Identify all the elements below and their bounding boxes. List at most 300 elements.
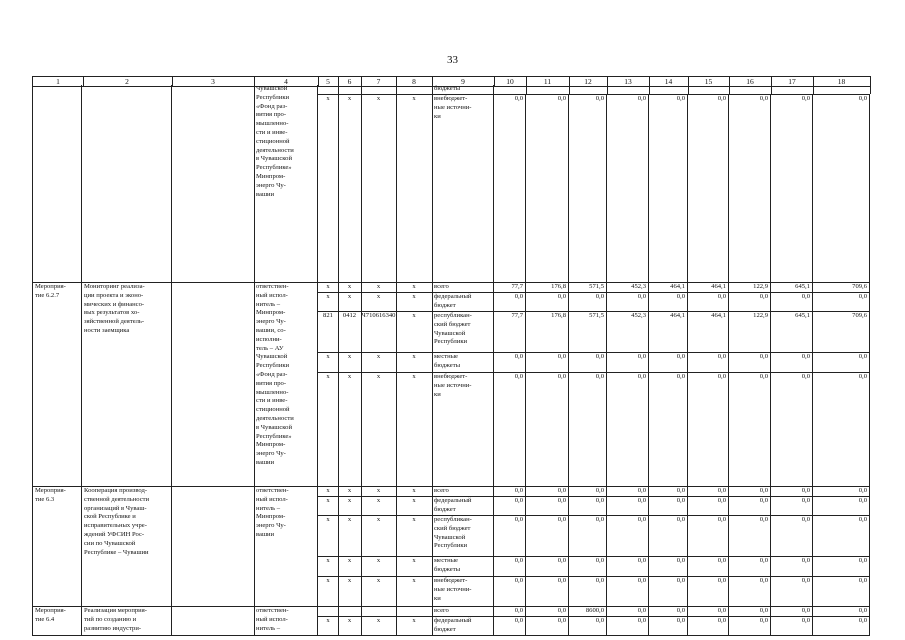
executor-line: вития про- [256,111,287,119]
funding-source-line: ки [434,390,441,398]
value-col-15: 0,0 [688,372,729,486]
event-name [82,606,172,635]
funding-source-line: ки [434,112,441,120]
value-col-17: 0,0 [771,556,813,576]
funding-source-line: местные [434,557,458,564]
value-col-12: 0,0 [569,486,607,496]
executor-line: сти и инве- [256,128,288,136]
value-col-17: 645,1 [771,311,813,352]
cell-col-8: х [396,292,433,312]
value-col-12: 0,0 [569,496,607,515]
header-col-13: 13 [607,76,650,87]
value-col-14: 0,0 [649,486,688,496]
event-code [32,85,82,282]
executor-line: ный испол- [256,495,288,503]
cell-col-8: х [396,94,433,283]
funding-source [432,616,494,635]
value-col-15: 0,0 [688,486,729,496]
value-col-14: 464,1 [649,282,688,292]
funding-source-line: республикан- [434,516,472,523]
value-col-10: 0,0 [494,606,526,616]
executor-line: в Чувашской [256,155,292,163]
value-col-16: 0,0 [729,606,771,616]
funding-source [432,292,494,311]
value-col-13: 0,0 [607,352,649,372]
value-col-17: 0,0 [771,292,813,311]
value-col-18: 0,0 [813,616,870,635]
event-code [32,486,82,606]
value-col-17: 645,1 [771,282,813,292]
executor-line: Минпром- [256,441,286,449]
value-col-12: 0,0 [569,372,607,486]
funding-source-line: Чувашской [434,329,466,337]
cell-col-5: х [318,282,339,293]
event-col-3 [172,606,255,636]
header-col-6: 6 [338,76,362,87]
cell-col-8: х [396,496,433,516]
event-name-line: ности заемщика [84,326,130,334]
funding-source-line: федеральный [434,617,472,624]
value-col-15: 0,0 [688,515,729,556]
value-col-10: 77,7 [494,282,526,292]
value-col-11: 0,0 [526,496,569,515]
cell-col-5: х [318,576,339,607]
header-col-8: 8 [396,76,433,87]
event-code-line: тие 6.3 [35,495,55,503]
cell-col-7: х [361,515,397,557]
value-col-12 [569,85,608,94]
value-col-16: 0,0 [729,352,771,372]
cell-col-5 [318,85,339,94]
executor-line: сти и инве- [256,397,288,405]
funding-source [432,496,494,515]
value-col-16: 0,0 [729,292,771,311]
cell-col-5: х [318,292,339,312]
executor-line: вашии, со- [256,326,286,334]
value-col-13: 0,0 [607,486,649,496]
cell-col-5: х [318,486,339,497]
value-col-15: 0,0 [688,576,729,606]
value-col-15: 464,1 [688,282,729,292]
executor-line: Республики [256,93,290,101]
value-col-10: 77,7 [494,311,526,352]
funding-source-line: бюджеты [434,565,461,573]
funding-source-line: бюджет [434,505,456,513]
executor-line: тель – АУ [256,344,284,352]
executor-line: Республике» [256,432,292,440]
value-col-17: 0,0 [771,515,813,556]
value-col-13: 0,0 [607,606,649,616]
value-col-16 [729,85,772,94]
cell-col-7: х [361,576,397,607]
cell-col-7 [361,85,397,94]
executor [254,606,318,635]
cell-col-5: х [318,616,339,636]
value-col-18: 709,6 [813,282,870,292]
table-bottom-border [32,635,870,637]
value-col-16: 0,0 [729,576,771,606]
value-col-14: 0,0 [649,292,688,311]
event-code-line: Мероприя- [35,283,66,290]
executor-line: деятельности [256,414,294,422]
value-col-14: 0,0 [649,515,688,556]
funding-source: бюджеты [432,85,494,94]
executor-line: энерго Чу- [256,522,286,530]
value-col-17: 0,0 [771,576,813,606]
cell-col-5: 821 [318,311,339,353]
event-col-3 [172,282,255,487]
executor-line: энерго Чу- [256,450,286,458]
value-col-12: 0,0 [569,616,607,635]
cell-col-6: х [338,496,362,516]
funding-source-line: внебюджет- [434,95,468,102]
value-col-14: 0,0 [649,576,688,606]
cell-col-7: х [361,486,397,497]
event-name [82,85,172,282]
value-col-10: 0,0 [494,616,526,635]
budget-table [32,76,870,633]
value-col-12: 8600,0 [569,606,607,616]
header-col-3: 3 [172,76,255,87]
header-col-4: 4 [254,76,319,87]
executor-line: нитель – [256,624,281,632]
cell-col-5: х [318,372,339,487]
funding-source-line: бюджеты [434,361,461,369]
event-name [82,486,172,606]
value-col-13 [607,85,650,94]
value-col-15 [688,85,730,94]
funding-source-line: всего [434,487,449,494]
executor-line: вашии [256,190,275,198]
value-col-13: 0,0 [607,292,649,311]
executor-line: Минпром- [256,172,286,180]
cell-col-6: х [338,576,362,607]
value-col-13: 0,0 [607,556,649,576]
page-number: 33 [447,54,458,66]
executor-line: Минпром- [256,309,286,317]
value-col-12: 0,0 [569,515,607,556]
event-name-line: ской Республике и [84,513,136,521]
value-col-12: 571,5 [569,282,607,292]
cell-col-7: х [361,292,397,312]
funding-source-line: Республики [434,542,468,550]
cell-col-5: х [318,496,339,516]
value-col-10: 0,0 [494,94,526,282]
value-col-13: 0,0 [607,496,649,515]
event-name-line: мических и финансо- [84,300,145,308]
value-col-14: 464,1 [649,311,688,352]
value-col-18: 709,6 [813,311,870,352]
funding-source [432,606,494,616]
executor-line: нитель – [256,504,281,512]
value-col-10: 0,0 [494,496,526,515]
cell-col-8 [396,85,433,94]
event-name-line: Реализация мероприя- [84,607,147,614]
value-col-13: 452,3 [607,282,649,292]
value-col-17: 0,0 [771,94,813,282]
value-col-10: 0,0 [494,486,526,496]
funding-source-line: ные источни- [434,381,472,389]
value-col-18: 0,0 [813,352,870,372]
executor-line: «Фонд раз- [256,102,288,110]
event-name [82,282,172,486]
value-col-13: 0,0 [607,576,649,606]
value-col-13: 0,0 [607,515,649,556]
value-col-12: 0,0 [569,292,607,311]
cell-col-7: х [361,556,397,577]
cell-col-8: х [396,515,433,557]
value-col-14: 0,0 [649,496,688,515]
executor-line: ответствен- [256,487,289,494]
funding-source-line: бюджет [434,625,456,633]
value-col-14: 0,0 [649,94,688,282]
value-col-14: 0,0 [649,556,688,576]
value-col-18: 0,0 [813,606,870,616]
value-col-17: 0,0 [771,486,813,496]
funding-source [432,352,494,372]
value-col-11: 0,0 [526,94,569,282]
executor-line: исполни- [256,335,282,343]
funding-source-line: внебюджет- [434,577,468,584]
value-col-18: 0,0 [813,496,870,515]
value-col-15: 0,0 [688,94,729,282]
value-col-10: 0,0 [494,556,526,576]
executor [254,282,318,486]
value-col-16: 0,0 [729,515,771,556]
executor-line: мышленно- [256,120,289,128]
value-col-14: 0,0 [649,616,688,635]
cell-col-6: х [338,292,362,312]
value-col-17: 0,0 [771,372,813,486]
cell-col-8: х [396,282,433,293]
event-name-line: Республике – Чувашии [84,548,149,556]
cell-col-7: Ч710616340 [361,311,397,353]
header-col-18: 18 [813,76,871,87]
header-col-9: 9 [432,76,495,87]
value-col-15: 0,0 [688,496,729,515]
cell-col-8: х [396,576,433,607]
value-col-17: 0,0 [771,606,813,616]
header-col-14: 14 [649,76,689,87]
event-code-line: тие 6.2.7 [35,291,60,299]
executor-line: ответствен- [256,607,289,614]
funding-source [432,556,494,576]
value-col-11: 176,8 [526,282,569,292]
value-col-11: 0,0 [526,486,569,496]
value-col-11: 0,0 [526,292,569,311]
cell-col-8: х [396,486,433,497]
executor [254,85,318,282]
value-col-16: 0,0 [729,94,771,282]
event-code [32,606,82,635]
value-col-11: 0,0 [526,352,569,372]
value-col-12: 571,5 [569,311,607,352]
executor-line: нитель – [256,300,281,308]
funding-source-line: республикан- [434,312,472,319]
value-col-11: 0,0 [526,616,569,635]
value-col-18: 0,0 [813,486,870,496]
event-name-line: Мониторинг реализа- [84,283,145,290]
executor-line: вашии [256,530,275,538]
header-col-16: 16 [729,76,772,87]
value-col-12: 0,0 [569,94,607,282]
event-name-line: тий по созданию и [84,615,137,623]
funding-source-line: бюджет [434,301,456,309]
cell-col-7: х [361,372,397,487]
funding-source [432,94,494,282]
cell-col-7: х [361,496,397,516]
value-col-12: 0,0 [569,576,607,606]
header-col-15: 15 [688,76,730,87]
funding-source-line: ные источни- [434,103,472,111]
value-col-10: 0,0 [494,515,526,556]
value-col-11: 0,0 [526,606,569,616]
cell-col-8: х [396,352,433,373]
value-col-18: 0,0 [813,556,870,576]
cell-col-6: х [338,556,362,577]
header-col-7: 7 [361,76,397,87]
executor-line: стиционной [256,406,290,414]
value-col-11: 0,0 [526,372,569,486]
funding-source-line: ные источни- [434,585,472,593]
executor-line: мышленно- [256,388,289,396]
value-col-10: 0,0 [494,576,526,606]
cell-col-6: х [338,515,362,557]
event-name-line: Кооперация производ- [84,487,148,494]
executor-line: деятельности [256,146,294,154]
funding-source-line: Чувашской [434,533,466,541]
cell-col-6: х [338,94,362,283]
cell-col-7: х [361,352,397,373]
value-col-18 [813,85,871,94]
value-col-14: 0,0 [649,352,688,372]
executor-line: Чувашской [256,85,288,92]
event-name-line: ственной деятельности [84,495,150,503]
value-col-15: 0,0 [688,606,729,616]
funding-source [432,372,494,486]
value-col-16: 122,9 [729,311,771,352]
executor-line: в Чувашской [256,423,292,431]
event-code-line: Мероприя- [35,487,66,494]
executor [254,486,318,606]
value-col-16: 0,0 [729,616,771,635]
value-col-16: 0,0 [729,372,771,486]
event-name-line: вых результатов хо- [84,309,140,317]
value-col-12: 0,0 [569,556,607,576]
value-col-13: 0,0 [607,94,649,282]
funding-source [432,311,494,352]
header-col-17: 17 [771,76,814,87]
value-col-16: 0,0 [729,556,771,576]
cell-col-8: х [396,616,433,636]
value-col-18: 0,0 [813,94,870,282]
value-col-11: 0,0 [526,576,569,606]
cell-col-6: х [338,616,362,636]
value-col-10 [494,85,527,94]
value-col-17: 0,0 [771,616,813,635]
event-name-line: сии по Чувашской [84,539,136,547]
funding-source-line: ский бюджет [434,524,471,532]
funding-source-line: ский бюджет [434,320,471,328]
value-col-17: 0,0 [771,496,813,515]
value-col-15: 0,0 [688,616,729,635]
cell-col-5: х [318,556,339,577]
cell-col-7: х [361,94,397,283]
value-col-16: 0,0 [729,496,771,515]
funding-source-line: внебюджет- [434,373,468,380]
event-name-line: организаций в Чуваш- [84,504,147,512]
value-col-11: 176,8 [526,311,569,352]
cell-col-6: х [338,372,362,487]
value-col-11: 0,0 [526,515,569,556]
event-code-line: тие 6.4 [35,615,55,623]
value-col-11: 0,0 [526,556,569,576]
value-col-18: 0,0 [813,515,870,556]
header-col-5: 5 [318,76,339,87]
executor-line: стиционной [256,137,290,145]
cell-col-7: х [361,282,397,293]
funding-source-line: всего [434,607,449,614]
header-col-1: 1 [32,76,84,87]
cell-col-5: х [318,352,339,373]
value-col-14: 0,0 [649,606,688,616]
cell-col-8: х [396,556,433,577]
value-col-15: 464,1 [688,311,729,352]
cell-col-5: х [318,515,339,557]
event-col-3 [172,85,255,282]
cell-col-6: х [338,352,362,373]
cell-col-7: х [361,616,397,636]
cell-col-6: х [338,282,362,293]
event-name-line: ции проекта и эконо- [84,291,144,299]
funding-source-line: всего [434,283,449,290]
funding-source [432,486,494,496]
cell-col-6 [338,85,362,94]
executor-line: энерго Чу- [256,181,286,189]
value-col-13: 0,0 [607,616,649,635]
value-col-12: 0,0 [569,352,607,372]
value-col-15: 0,0 [688,352,729,372]
value-col-11 [526,85,570,94]
executor-line: Республики [256,362,290,370]
funding-source [432,282,494,292]
executor-line: вития про- [256,379,287,387]
value-col-13: 452,3 [607,311,649,352]
value-col-17 [771,85,814,94]
value-col-15: 0,0 [688,556,729,576]
header-col-12: 12 [569,76,608,87]
header-col-10: 10 [494,76,527,87]
executor-line: ный испол- [256,615,288,623]
value-col-15: 0,0 [688,292,729,311]
event-name-line: зяйственной деятель- [84,318,145,326]
executor-line: ный испол- [256,291,288,299]
value-col-18: 0,0 [813,372,870,486]
value-col-13: 0,0 [607,372,649,486]
cell-col-8: х [396,311,433,353]
event-name-line: исправительных учре- [84,522,147,530]
value-col-10: 0,0 [494,372,526,486]
funding-source-line: Республики [434,338,468,346]
header-col-2: 2 [82,76,173,87]
value-col-18: 0,0 [813,576,870,606]
value-col-16: 122,9 [729,282,771,292]
value-col-14 [649,85,689,94]
executor-line: вашии [256,458,275,466]
event-code-line: Мероприя- [35,607,66,614]
value-col-18: 0,0 [813,292,870,311]
cell-col-8: х [396,372,433,487]
